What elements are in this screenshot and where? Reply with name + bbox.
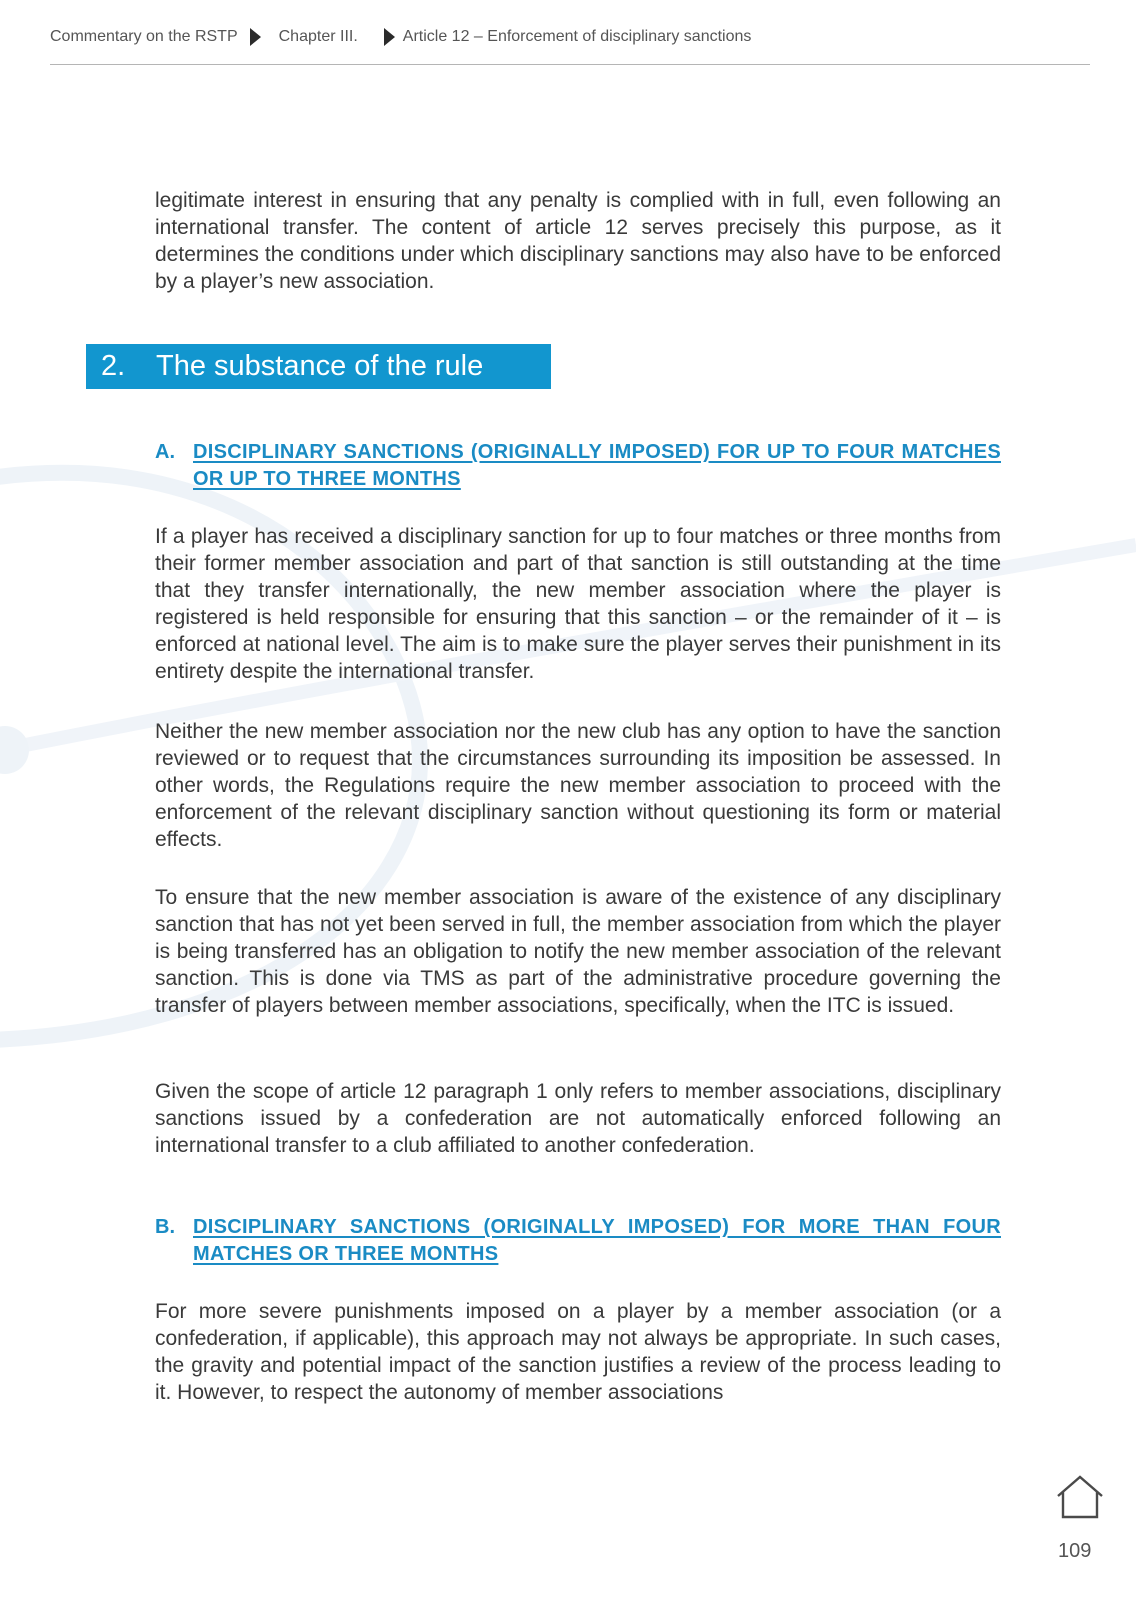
- breadcrumb-item-chapter[interactable]: Chapter III.: [278, 28, 358, 45]
- header-divider: [50, 64, 1090, 65]
- paragraph-a4: Given the scope of article 12 paragraph 1 only refers to member associations, disciplinary sanctions issued by a confederation are not automatically enforced following an international transfer to a club affiliated to another confederation.: [155, 1080, 1001, 1157]
- home-icon[interactable]: [1054, 1474, 1106, 1520]
- paragraph-a2: Neither the new member association nor the new club has any option to have the sanction reviewed or to request that the circumstances surrounding its imposition be assessed. In other words, the Regulations require the new member association to proceed with the enforcement of the relevant disciplinary sanction without questioning its form or material effects.: [155, 720, 1001, 851]
- paragraph-a3: To ensure that the new member association is aware of the existence of any disciplinary sanction that has not yet been served in full, the member association from which the player is being transferred has an obligation to notify the new member association of the relevant sanction. This is done via TMS as part of the administrative procedure governing the transfer of players between member associations, specifically, when the ITC is issued.: [155, 886, 1001, 1017]
- section-heading: [86, 344, 551, 389]
- subsection-a-heading: [155, 439, 1001, 493]
- subsection-a-title: DISCIPLINARY SANCTIONS (ORIGINALLY IMPOSED) FOR UP TO FOUR MATCHES OR UP TO THREE MONTHS: [193, 441, 1001, 490]
- subsection-b-heading: [155, 1214, 1001, 1268]
- paragraph-b1: For more severe punishments imposed on a player by a member association (or a confederation, if applicable), this approach may not always be appropriate. In such cases, the gravity and potential impact of the sanction justifies a review of the process leading to it. However, to respect the autonomy of member associations: [155, 1300, 1001, 1404]
- page-number: 109: [1058, 1540, 1092, 1562]
- paragraph-a1: If a player has received a disciplinary sanction for up to four matches or three months from their former member association and part of that sanction is still outstanding at the time that they transfer internationally, the new member association where the player is registered is held responsible for ensuring that this sanction – or the remainder of it – is enforced at national level. The aim is to make sure the player serves their punishment in its entirety despite the international transfer.: [155, 525, 1001, 683]
- breadcrumb-item-article[interactable]: Article 12 – Enforcement of disciplinary sanctions: [402, 28, 752, 45]
- intro-paragraph: legitimate interest in ensuring that any penalty is complied with in full, even following an international transfer. The content of article 12 serves precisely this purpose, as it determines the conditions under which disciplinary sanctions may also have to be enforced by a player’s new association.: [155, 189, 1001, 293]
- section-title: The substance of the rule: [156, 350, 484, 382]
- subsection-a-letter: A.: [155, 441, 175, 463]
- breadcrumb-arrow-icon: [250, 28, 261, 46]
- breadcrumb-item-commentary[interactable]: Commentary on the RSTP: [50, 28, 238, 45]
- breadcrumb: [50, 28, 1090, 46]
- breadcrumb-arrow-icon: [384, 28, 395, 46]
- subsection-b-title: DISCIPLINARY SANCTIONS (ORIGINALLY IMPOSED) FOR MORE THAN FOUR MATCHES OR THREE MONTHS: [193, 1216, 1001, 1265]
- subsection-b-letter: B.: [155, 1216, 175, 1238]
- section-number: 2.: [101, 350, 126, 382]
